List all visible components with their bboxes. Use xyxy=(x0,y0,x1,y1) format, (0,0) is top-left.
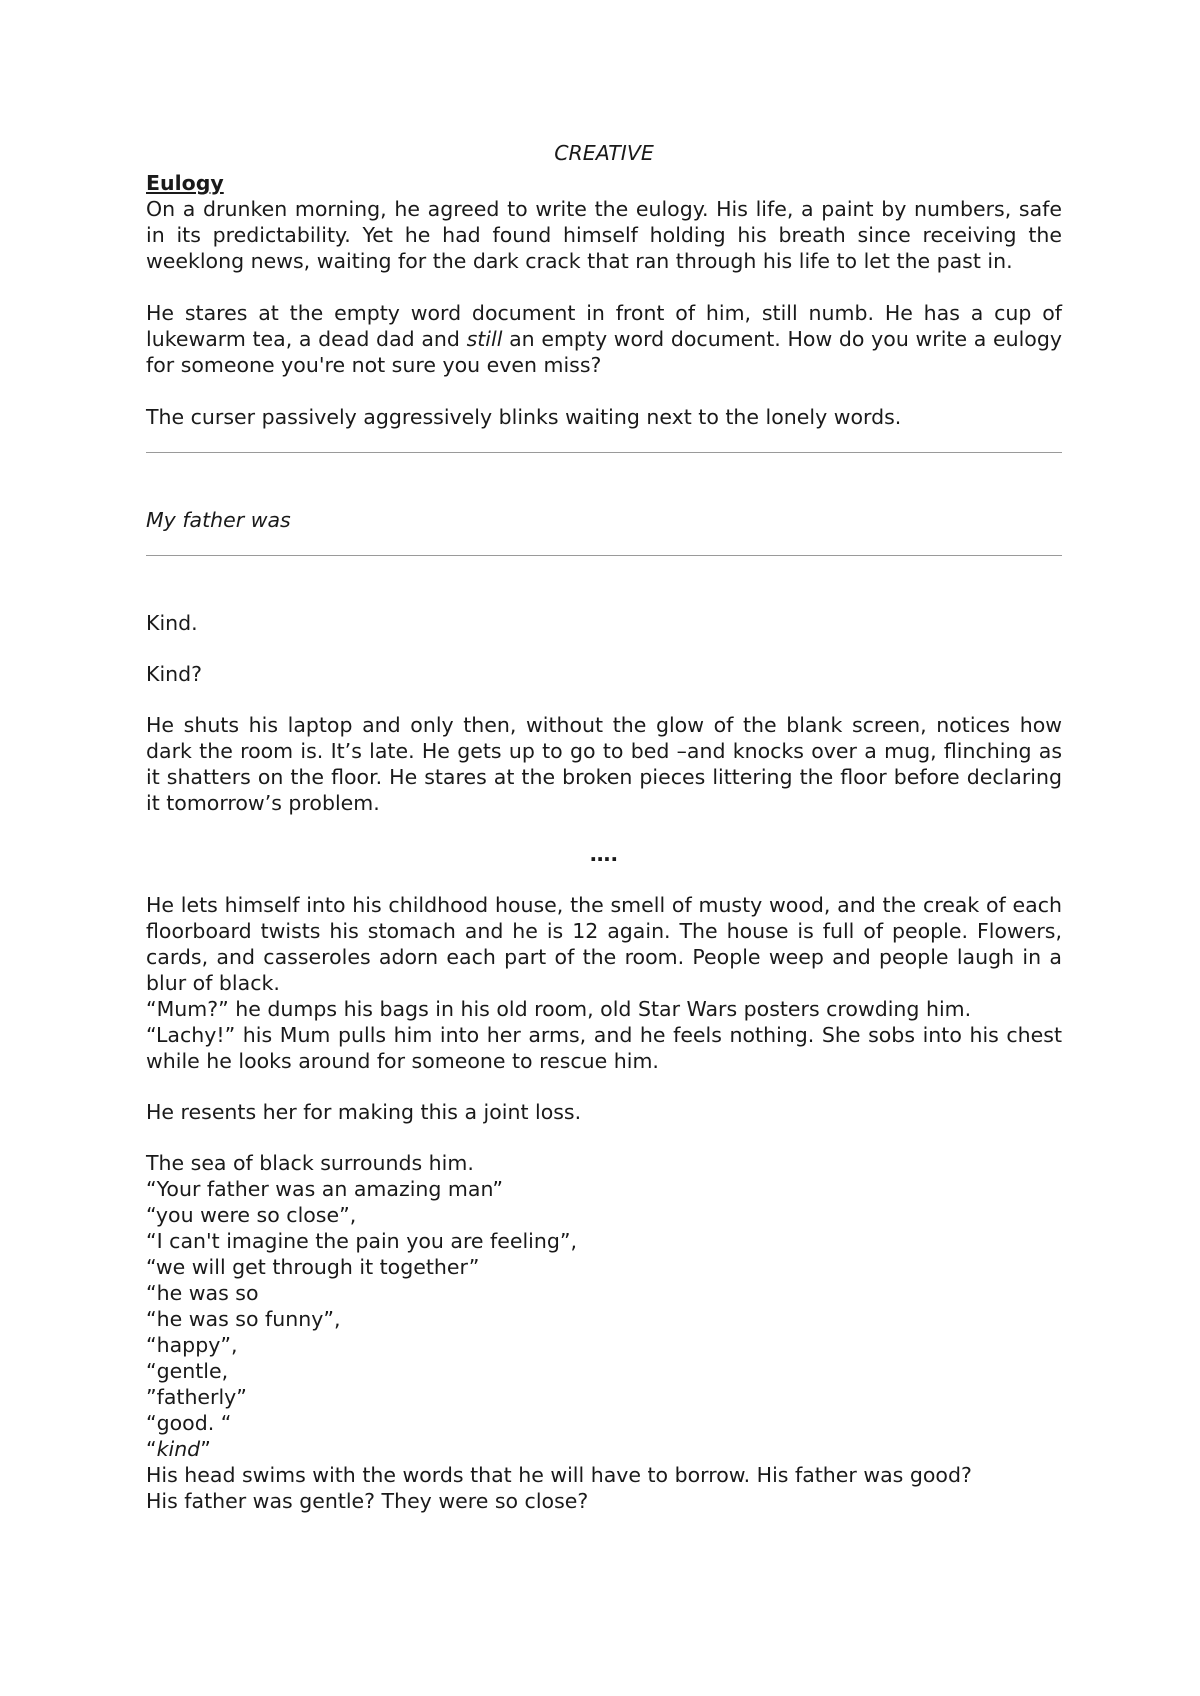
condolence-quotes-list xyxy=(146,1176,1062,1462)
quote-line: ”fatherly” xyxy=(146,1385,247,1409)
closing-line-2: His father was gentle? They were so close? xyxy=(146,1489,589,1513)
paragraph-joint-loss: He resents her for making this a joint loss. xyxy=(146,1100,582,1124)
emphasis-kind: kind xyxy=(156,1437,201,1461)
paragraph-empty-document-part2: an empty word document. How do you write a eulogy for someone you're not sure you even miss? xyxy=(146,327,1062,377)
kind-statement: Kind. xyxy=(146,611,198,635)
page-title: CREATIVE xyxy=(554,141,654,165)
quote-line-kind: “kind” xyxy=(146,1437,211,1461)
document-page xyxy=(146,140,1062,1514)
quote-line: “Your father was an amazing man” xyxy=(146,1177,503,1201)
section-heading: Eulogy xyxy=(146,171,224,195)
scene-separator: …. xyxy=(589,842,619,866)
quote-line: “good. “ xyxy=(146,1411,232,1435)
paragraph-childhood-house: He lets himself into his childhood house, the smell of musty wood, and the creak of each floorboard twists his stomach and he is 12 again. The house is full of people. Flowers, cards, and casseroles adorn each part of the room. People weep and people laugh in a blur of black. xyxy=(146,893,1062,995)
quote-line: “happy”, xyxy=(146,1333,238,1357)
paragraph-empty-document xyxy=(146,300,1062,378)
line-mum: “Mum?” he dumps his bags in his old room, old Star Wars posters crowding him. xyxy=(146,997,972,1021)
quote-line: “gentle, xyxy=(146,1359,229,1383)
quote-line: “I can't imagine the pain you are feeling”, xyxy=(146,1229,578,1253)
paragraph-laptop: He shuts his laptop and only then, without the glow of the blank screen, notices how dark the room is. It’s late. He gets up to go to bed –and knocks over a mug, flinching as it shatters on the floor. He stares at the broken pieces littering the floor before declaring it tomorrow’s problem. xyxy=(146,713,1062,815)
paragraph-empty-document-part1: He stares at the empty word document in front of him, still numb. He has a cup of lukewarm tea, a dead dad and xyxy=(146,301,1062,351)
quote-line: “we will get through it together” xyxy=(146,1255,480,1279)
quote-line: “he was so funny”, xyxy=(146,1307,341,1331)
paragraph-opening: On a drunken morning, he agreed to write the eulogy. His life, a paint by numbers, safe in its predictability. Yet he had found himself holding his breath since receiving the weeklong news, waiting for the dark crack that ran through his life to let the past in. xyxy=(146,197,1062,273)
paragraph-lachy: “Lachy!” his Mum pulls him into her arms, and he feels nothing. She sobs into his chest while he looks around for someone to rescue him. xyxy=(146,1023,1062,1073)
paragraph-cursor: The curser passively aggressively blinks waiting next to the lonely words. xyxy=(146,405,902,429)
kind-question: Kind? xyxy=(146,662,203,686)
quote-line: “he was so xyxy=(146,1281,259,1305)
emphasis-still: still xyxy=(466,327,503,351)
sea-of-black-line: The sea of black surrounds him. xyxy=(146,1151,474,1175)
document-text-line: My father was xyxy=(146,508,291,532)
closing-line-1: His head swims with the words that he will have to borrow. His father was good? xyxy=(146,1463,972,1487)
quote-line: “you were so close”, xyxy=(146,1203,357,1227)
